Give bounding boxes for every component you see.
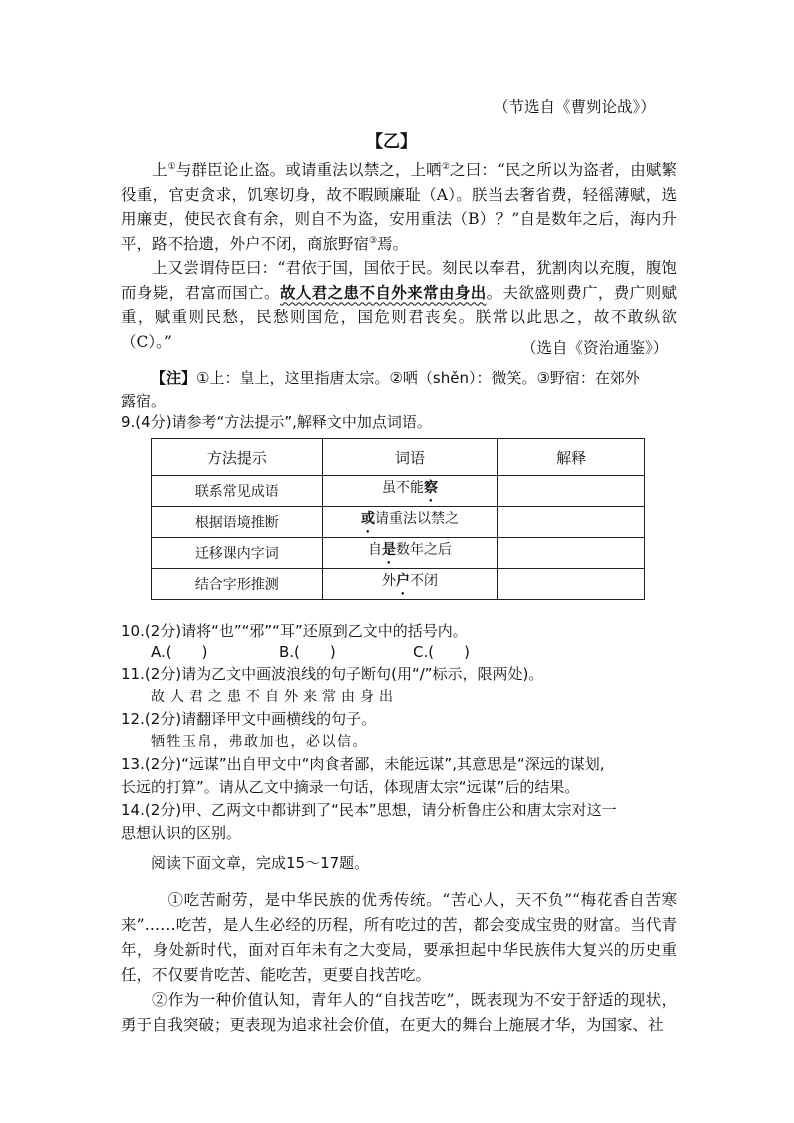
reading-paragraph-1: ①吃苦耐劳，是中华民族的优秀传统。“苦心人，天不负”“梅花香自苦寒来”……吃苦，是人生必经的历程，所有吃过的苦，都会变成宝贵的财富。当代青年，身处新时代，面对百年未有之大变局，要承担起中华民族伟大复兴的历史重任，不仅要肯吃苦、能吃苦，更要自找苦吃。 [121, 891, 677, 984]
notes-line-2: 露宿。 [121, 392, 167, 410]
method-cell: 根据语境推断 [152, 507, 323, 538]
question-11: 11.(2分)请为乙文中画波浪线的句子断句(用“/”标示，限两处)。 [121, 665, 544, 683]
q10-option-a[interactable]: A.( ) [151, 643, 208, 661]
method-cell: 迁移课内字词 [152, 538, 323, 569]
reading-paragraph-2: ②作为一种价值认知，青年人的“自找苦吃”，既表现为不安于舒适的现状，勇于自我突破；更表现为追求社会价值，在更大的舞台上施展才华，为国家、社 [121, 991, 677, 1034]
q11-sentence: 故人君之患不自外来常由身出 [151, 689, 398, 705]
table-row [152, 538, 645, 569]
table-header-row [152, 439, 645, 476]
header-word: 词语 [322, 439, 498, 476]
wavy-underlined-sentence: 故人君之患不自外来常由身出 [279, 282, 487, 302]
question-14-line-1: 14.(2分)甲、乙两文中都讲到了“民本”思想，请分析鲁庄公和唐太宗对这一 [121, 801, 617, 819]
answer-cell[interactable] [498, 476, 645, 507]
method-table [151, 438, 645, 600]
jia-source: （节选自《曹刿论战》） [493, 98, 656, 116]
question-14-line-2: 思想认识的区别。 [121, 824, 242, 842]
table-row [152, 569, 645, 600]
question-9: 9.(4分)请参考“方法提示”,解释文中加点词语。 [121, 413, 432, 431]
yi-paragraph-2: 上又尝谓侍臣曰：“君依于国，国依于民。刻民以奉君，犹割肉以充腹，腹饱而身毙，君富而国亡。故人君之患不自外来常由身出。夫欲盛则费广，费广则赋重，赋重则民愁，民愁则国危，国危则君丧矣。朕常以此思之，故不敢纵欲（C）。” [121, 259, 677, 351]
yi-passage [121, 158, 677, 354]
yi-paragraph-1: 上①与群臣论止盗。或请重法以禁之，上哂②之曰：“民之所以为盗者，由赋繁役重，官吏贪求，饥寒切身，故不暇顾廉耻（A）。朕当去奢省费，轻徭薄赋，选用廉吏，使民衣食有余，则自不为盗，安用重法（B）？”自是数年之后，海内升平，路不拾遗，外户不闭，商旅野宿③焉。 [121, 161, 677, 253]
answer-cell[interactable] [498, 538, 645, 569]
reading-passage [121, 888, 677, 1038]
method-cell: 结合字形推测 [152, 569, 323, 600]
table-row [152, 507, 645, 538]
header-method: 方法提示 [152, 439, 323, 476]
q10-option-c[interactable]: C.( ) [413, 643, 470, 661]
word-cell: 虽不能察 [322, 476, 498, 507]
question-10: 10.(2分)请将“也”“邪”“耳”还原到乙文中的括号内。 [121, 622, 468, 640]
method-cell: 联系常见成语 [152, 476, 323, 507]
q12-sentence: 牺牲玉帛，弗敢加也，必以信。 [151, 734, 368, 750]
notes-line-1: 【注】①上：皇上，这里指唐太宗。②哂（shěn）：微笑。③野宿：在郊外 [151, 369, 640, 387]
word-cell: 自是数年之后 [322, 538, 498, 569]
answer-cell[interactable] [498, 569, 645, 600]
word-cell: 或请重法以禁之 [322, 507, 498, 538]
question-12: 12.(2分)请翻译甲文中画横线的句子。 [121, 710, 377, 728]
header-explanation: 解释 [498, 439, 645, 476]
yi-heading: 【乙】 [366, 132, 417, 152]
table-row [152, 476, 645, 507]
question-13-line-2: 长远的打算”。请从乙文中摘录一句话，体现唐太宗“远谋”后的结果。 [121, 778, 580, 796]
answer-cell[interactable] [498, 507, 645, 538]
reading-instruction: 阅读下面文章，完成15～17题。 [151, 854, 370, 872]
q10-option-b[interactable]: B.( ) [279, 643, 336, 661]
word-cell: 外户不闭 [322, 569, 498, 600]
yi-source: （选自《资治通鉴》） [521, 339, 669, 357]
question-13-line-1: 13.(2分)“远谋”出自甲文中“肉食者鄙，未能远谋”,其意思是“深远的谋划, [121, 755, 605, 773]
